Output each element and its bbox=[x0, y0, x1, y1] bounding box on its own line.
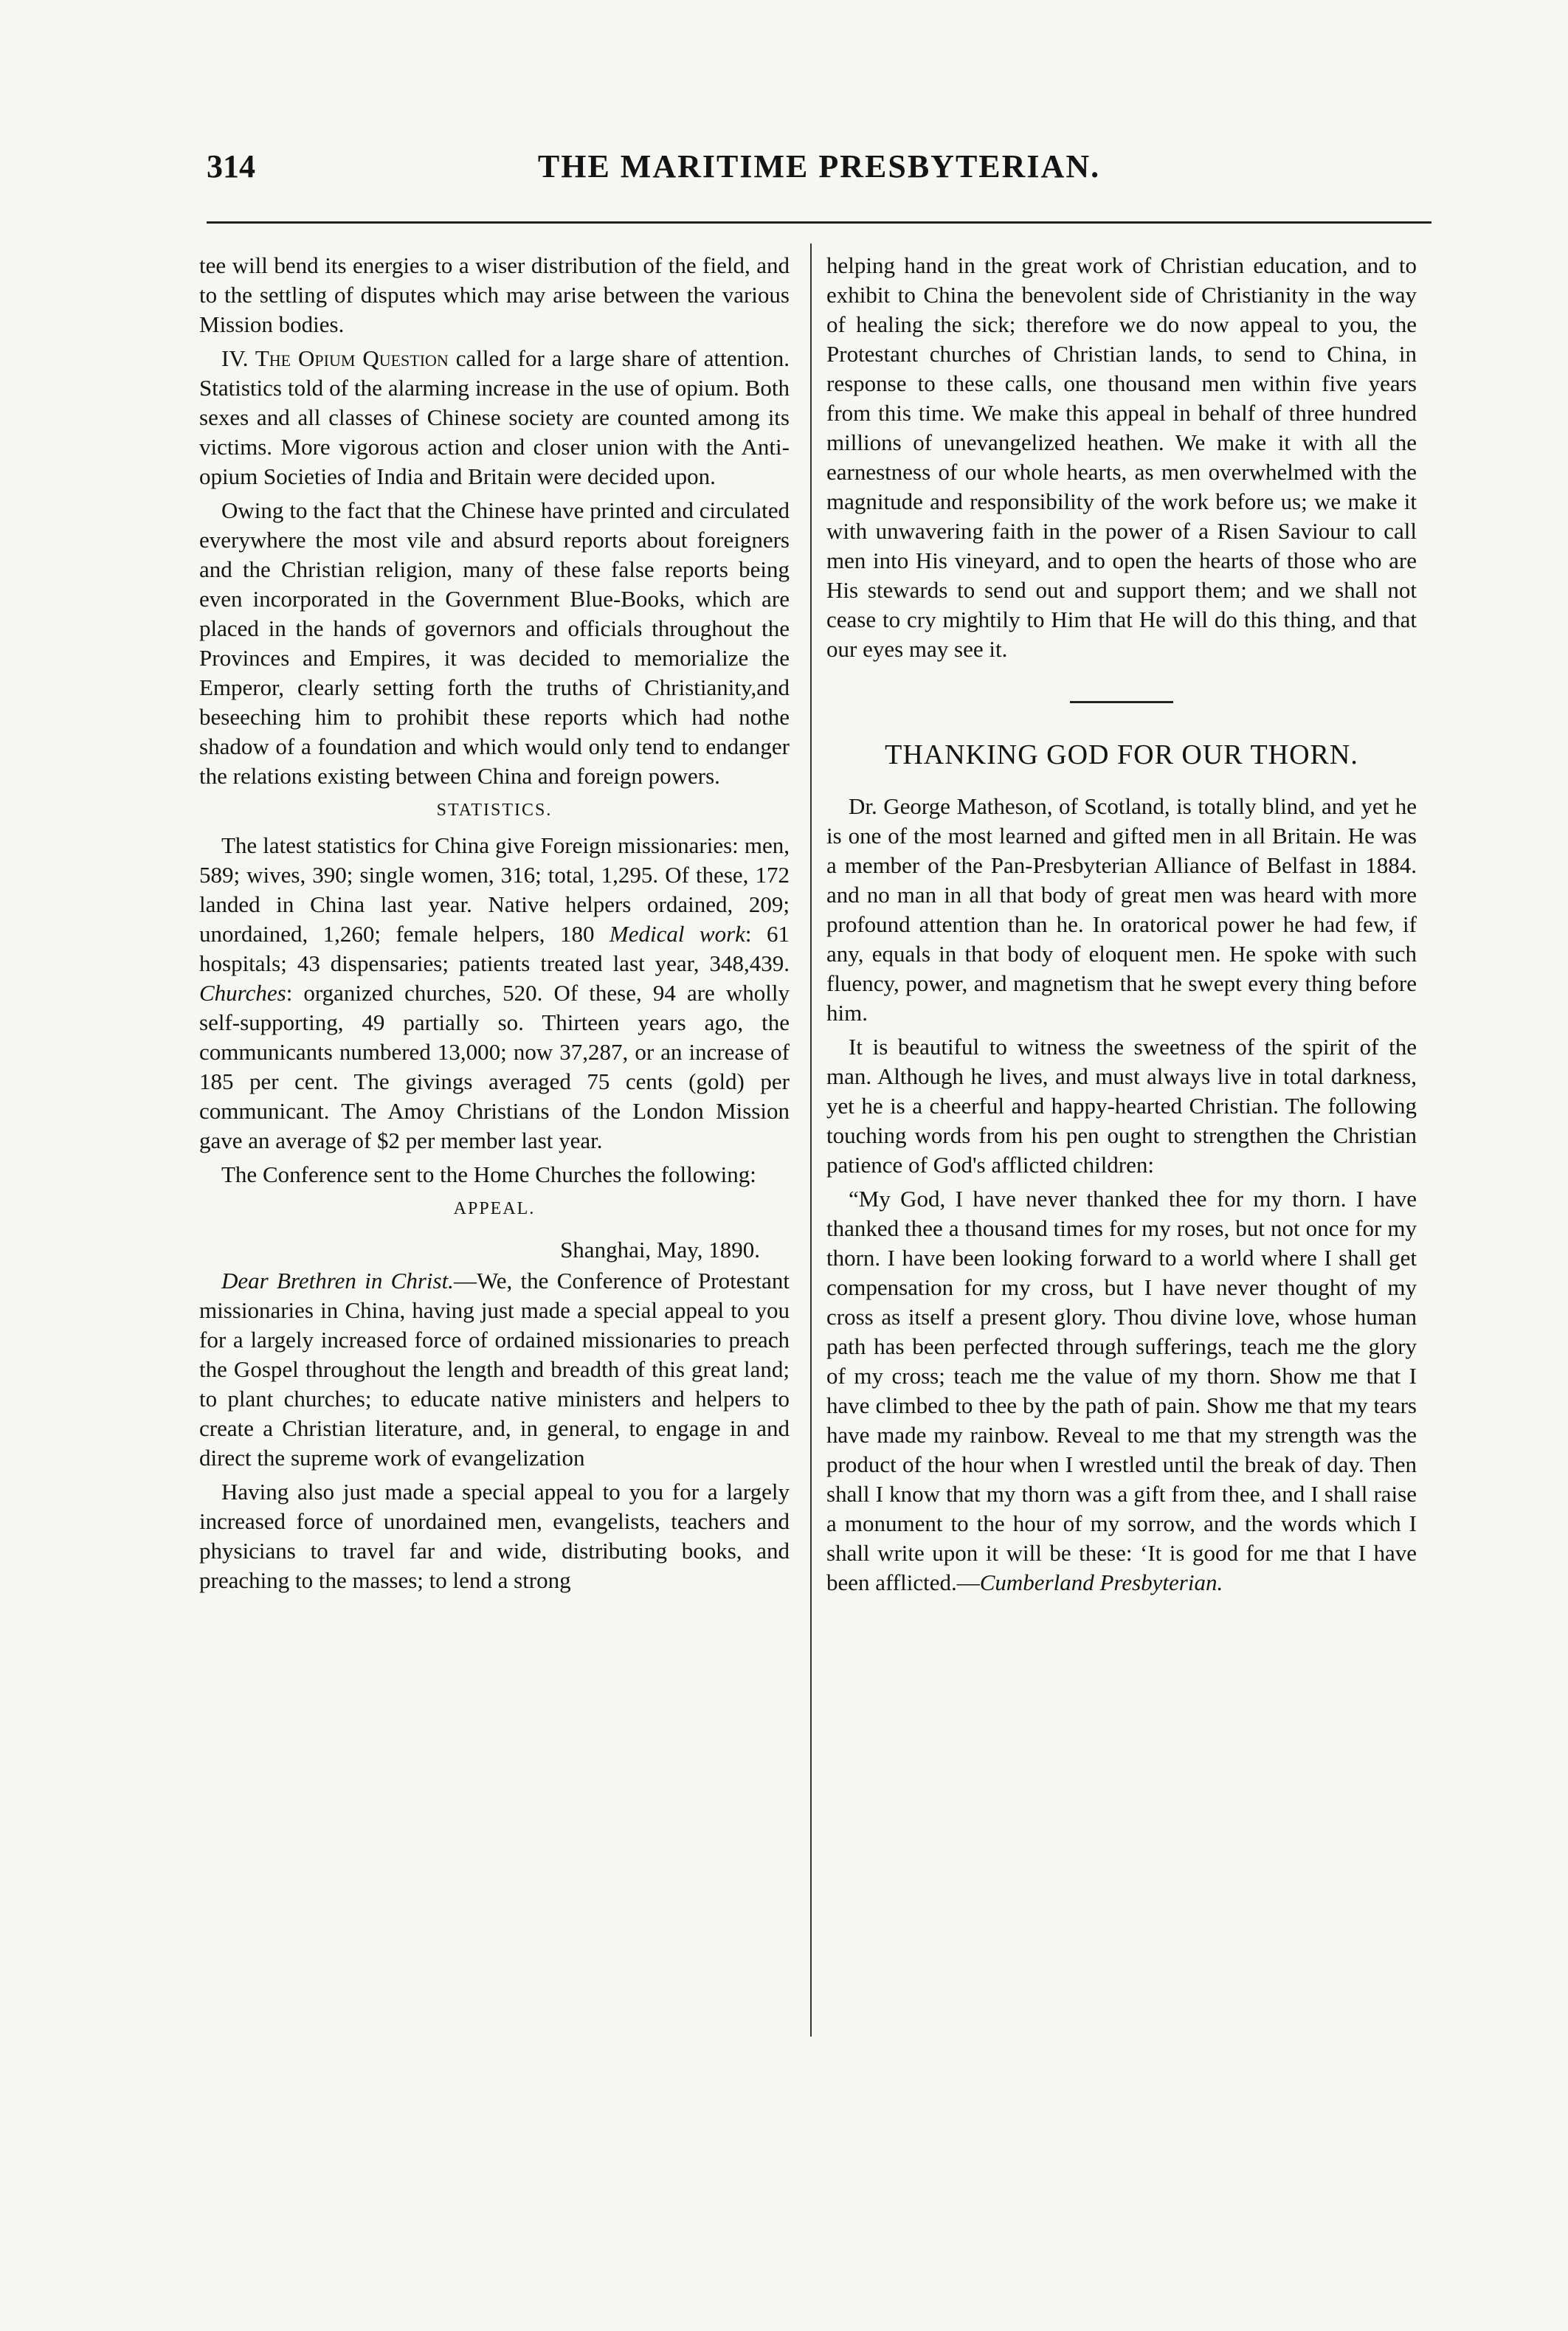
page-number: 314 bbox=[207, 148, 255, 184]
paragraph: The Conference sent to the Home Churches the following: bbox=[221, 1161, 756, 1187]
running-title: THE MARITIME PRESBYTERIAN. bbox=[537, 148, 1101, 184]
paragraph bbox=[199, 1266, 790, 1473]
source-attribution: Cumberland Presbyterian. bbox=[979, 1569, 1223, 1595]
paragraph: helping hand in the great work of Christian education, and to exhibit to China the benevolent side of Christianity in the way of healing the sick; therefore we do now appeal to you, the Protestant churches of Christian lands, to send to China, in response to these calls, one thousand men within five years from this time. We make this appeal in behalf of three hundred millions of unevangelized heathen. We make it with all the earnestness of our whole hearts, as men overwhelmed with the magnitude and responsibility of the work before us; we make it with unwavering faith in the power of a Risen Saviour to call men into His vineyard, and to open the hearts of those who are His stewards to send out and support them; and we shall not cease to cry mightily to Him that He will do this thing, and that our eyes may see it. bbox=[826, 252, 1417, 662]
header-rule bbox=[207, 221, 1431, 224]
paragraph: Having also just made a special appeal to you for a largely increased force of unordained men, evangelists, teachers and physicians to travel far and wide, distributing books, and preaching to the masses; to lend a strong bbox=[199, 1479, 790, 1593]
quotation-text: “My God, I have never thanked thee for my thorn. I have thanked thee a thousand times for my roses, but not once for my thorn. I have been looking forward to a world where I shall get compensation for my cross, but I have never thought of my cross as itself a present glory. Thou divine love, whose human path has been perfected through sufferings, teach me the glory of my cross; teach me the value of my thorn. Show me that I have climbed to thee by the path of pain. Show me that my tears have made my rainbow. Reveal to me that my strength was the product of the hour when I wrestled until the break of day. Then shall I know that my thorn was a gift from thee, and I shall raise a monument to the hour of my sorrow, and the words which I shall write upon it will be these: ‘It is good for me that I have been afflicted.— bbox=[826, 1186, 1417, 1595]
paragraph: Owing to the fact that the Chinese have printed and circulated everywhere the most vile and absurd reports about foreigners and the Christian religion, many of these false reports being even incorporated in the Government Blue-Books, which are placed in the hands of governors and officials throughout the Provinces and Empires, it was decided to memorialize the Emperor, clearly setting forth the truths of Christianity,and beseeching him to prohibit these reports which had nothe shadow of a foundation and which would only tend to endanger the relations existing between China and foreign powers. bbox=[199, 497, 790, 789]
appeal-heading: APPEAL. bbox=[453, 1199, 536, 1218]
medical-work-label: Medical work bbox=[609, 921, 745, 947]
dateline: Shanghai, May, 1890. bbox=[560, 1237, 760, 1263]
paragraph-text: : 61 hospitals; 43 dispensaries; patients treated last year, 348,439. bbox=[199, 921, 790, 976]
page-header bbox=[207, 148, 1431, 199]
paragraph-text: called for a large share of attention. Statistics told of the alarming increase in the use of opium. Both sexes and all classes of Chinese society are counted among its victims. More vigorous action and closer union with the Anti-opium Societies of India and Britain were decided upon. bbox=[199, 345, 790, 489]
paragraph: Dr. George Matheson, of Scotland, is totally blind, and yet he is one of the most learned and gifted men in all Britain. He was a member of the Pan-Presbyterian Alliance of Belfast in 1884. and no man in all that body of great men was heard with more profound attention than he. In oratorical power he had few, if any, equals in that body of eloquent men. He spoke with such fluency, power, and magnetism that he swept every thing before him. bbox=[826, 793, 1417, 1026]
churches-label: Churches bbox=[199, 980, 286, 1006]
right-column bbox=[826, 251, 1417, 1602]
paragraph-text: —We, the Conference of Protestant missionaries in China, having just made a special appeal to you for a largely increased force of ordained missionaries to preach the Gospel throughout the length and breadth of this great land; to plant churches; to educate native ministers and helpers to create a Christian literature, and, in general, to engage in and direct the supreme work of evangelization bbox=[199, 1268, 790, 1471]
article-title: THANKING GOD FOR OUR THORN. bbox=[885, 739, 1358, 770]
statistics-heading: STATISTICS. bbox=[436, 801, 553, 820]
section-divider bbox=[1070, 701, 1173, 703]
paragraph: tee will bend its energies to a wiser distribution of the field, and to the settling of disputes which may arise between the various Mission bodies. bbox=[199, 252, 790, 337]
paragraph-text: The latest statistics for China give Foreign missionaries: men, 589; wives, 390; single women, 316; total, 1,295. Of these, 172 landed in China last year. Native helpers ordained, 209; unordained, 1,260; female helpers, 180 bbox=[199, 832, 790, 947]
column-rule bbox=[810, 244, 812, 2037]
salutation: Dear Brethren in Christ. bbox=[221, 1268, 454, 1294]
paragraph bbox=[199, 344, 790, 491]
paragraph: It is beautiful to witness the sweetness of the spirit of the man. Although he lives, and must always live in total darkness, yet he is a cheerful and happy-hearted Christian. The following touching words from his pen ought to strengthen the Christian patience of God's afflicted children: bbox=[826, 1034, 1417, 1178]
paragraph bbox=[826, 1184, 1417, 1598]
paragraph-text: : organized churches, 520. Of these, 94 are wholly self-supporting, 49 partially so. Thirteen years ago, the communicants numbered 13,000; now 37,287, or an increase of 185 per cent. The givings averaged 75 cents (gold) per communicant. The Amoy Christians of the London Mission gave an average of $2 per member last year. bbox=[199, 980, 790, 1153]
paragraph bbox=[199, 831, 790, 1156]
left-column bbox=[199, 251, 790, 1600]
opium-question-lead: IV. The Opium Question bbox=[221, 345, 449, 371]
